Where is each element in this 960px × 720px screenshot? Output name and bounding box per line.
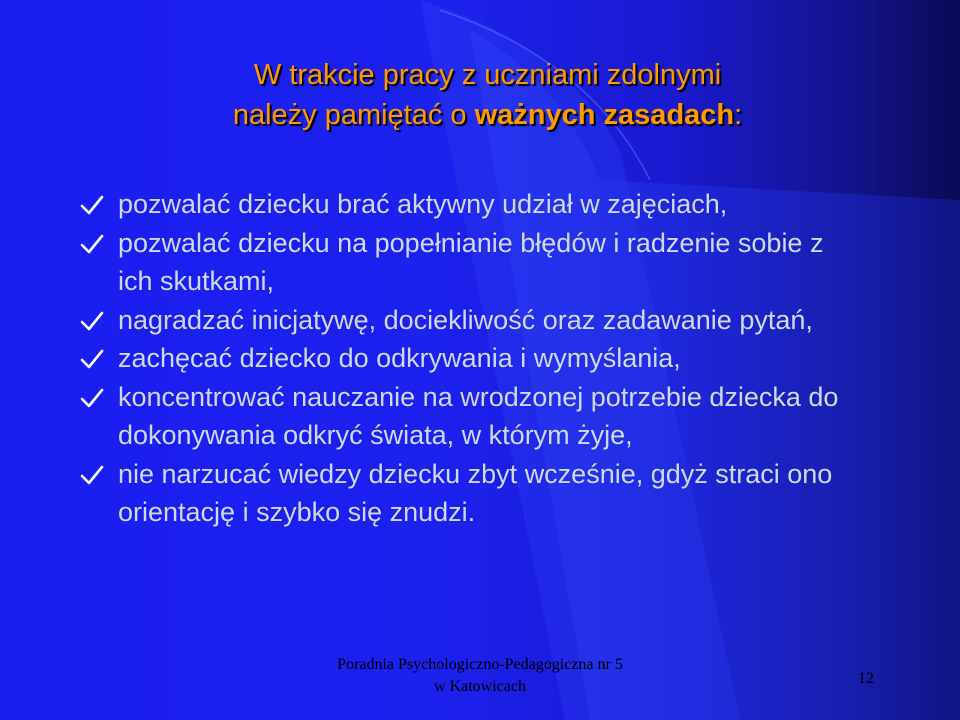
list-item-text: nie narzucać wiedzy dziecku zbyt wcześnie, gdyż straci ono orientację i szybko się znudzi. [118, 458, 833, 527]
slide-footer [280, 654, 680, 698]
list-item [80, 224, 860, 301]
list-item-text: koncentrować nauczanie na wrodzonej potrzebie dziecka do dokonywania odkryć świata, w którym żyje, [118, 381, 839, 450]
list-item [80, 301, 860, 340]
list-item [80, 378, 860, 455]
title-line-2-bold: ważnych zasadach [474, 99, 735, 131]
list-item [80, 185, 860, 224]
checkmark-icon [80, 194, 104, 216]
bullet-list [80, 185, 860, 532]
list-item-text: pozwalać dziecku brać aktywny udział w zajęciach, [118, 189, 728, 219]
checkmark-icon [80, 348, 104, 370]
list-item [80, 455, 860, 532]
page-number: 12 [858, 670, 874, 687]
list-item-text: pozwalać dziecku na popełnianie błędów i radzenie sobie z ich skutkami, [118, 227, 824, 296]
title-line-1: W trakcie pracy z uczniami zdolnymi [253, 59, 722, 91]
list-item-text: nagradzać inicjatywę, dociekliwość oraz zadawanie pytań, [118, 304, 813, 335]
list-item [80, 339, 860, 378]
checkmark-icon [80, 387, 104, 409]
list-item-text: zachęcać dziecko do odkrywania i wymyślania, [118, 343, 681, 373]
title-line-2-prefix: należy pamiętać o [232, 99, 475, 131]
footer-line-1: Poradnia Psychologiczno-Pedagogiczna nr 5 [337, 656, 623, 673]
footer-line-2: w Katowicach [434, 678, 526, 695]
checkmark-icon [80, 233, 104, 255]
checkmark-icon [80, 310, 104, 332]
title-line-2-suffix: : [734, 99, 743, 131]
title-line-2 [0, 95, 960, 135]
checkmark-icon [80, 464, 104, 486]
slide-title [0, 55, 960, 135]
